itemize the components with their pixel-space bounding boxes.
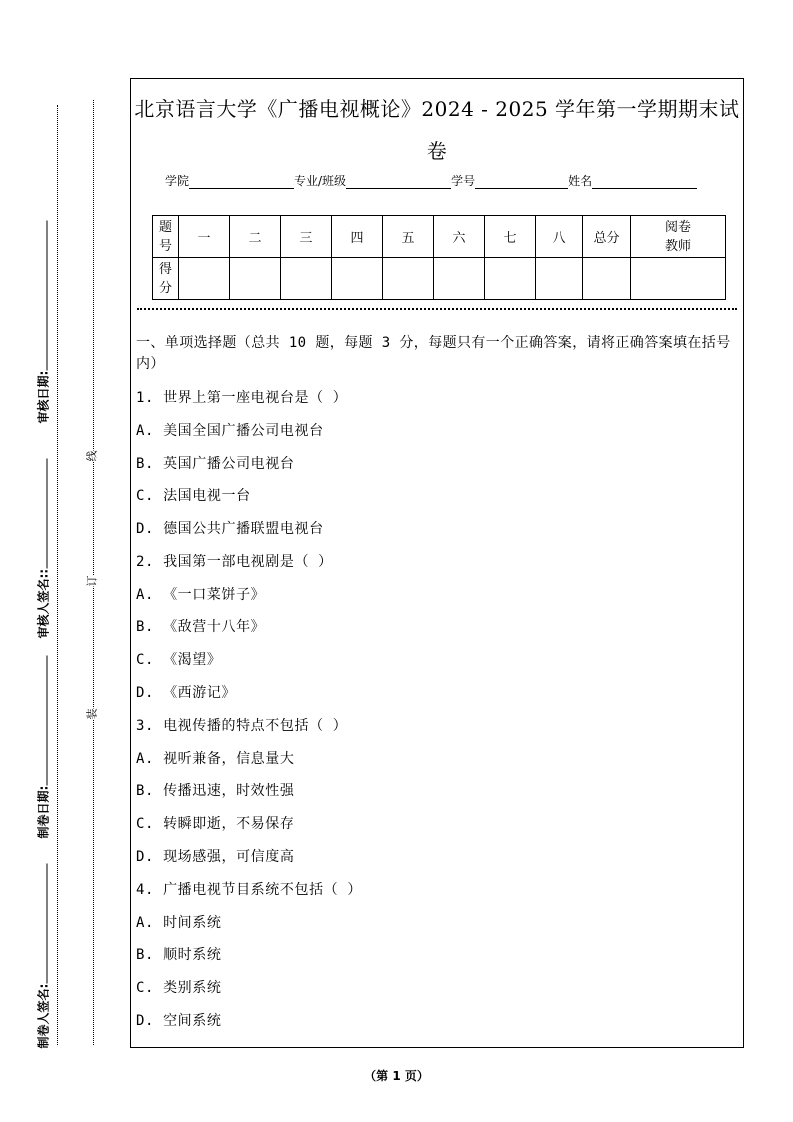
score-cell[interactable] — [332, 258, 383, 300]
inner-dotted-line — [93, 100, 94, 1045]
option: D. 空间系统 — [136, 1013, 222, 1029]
student-id-field[interactable] — [475, 175, 568, 189]
question-stem: 3. 电视传播的特点不包括（ ） — [136, 718, 348, 734]
col-header: 一 — [179, 216, 230, 258]
option: D. 《西游记》 — [136, 685, 237, 701]
score-cell[interactable] — [383, 258, 434, 300]
question-stem: 4. 广播电视节目系统不包括（ ） — [136, 882, 362, 898]
reviewer-sign-cell[interactable] — [631, 258, 726, 300]
maker-sign-label: 制卷人签名: — [36, 983, 51, 1049]
option: A. 《一口菜饼子》 — [136, 587, 266, 603]
major-label: 专业/班级 — [294, 174, 347, 188]
col-header: 六 — [434, 216, 485, 258]
col-header: 三 — [281, 216, 332, 258]
name-label: 姓名 — [568, 174, 593, 188]
binding-mark-ding: 订 — [85, 575, 99, 587]
dotted-separator — [137, 308, 737, 310]
name-field[interactable] — [592, 175, 697, 189]
student-id-label: 学号 — [451, 174, 476, 188]
reviewer-header — [631, 216, 726, 258]
option: C. 类别系统 — [136, 980, 222, 996]
option: A. 视听兼备，信息量大 — [136, 751, 295, 767]
exam-title: 北京语言大学《广播电视概论》2024 - 2025 学年第一学期期末试卷 — [134, 97, 740, 163]
reviewer-line-1: 阅卷 — [664, 219, 691, 235]
school-label: 学院 — [165, 174, 190, 188]
binding-mark-zhuang: 装 — [85, 708, 99, 720]
page-number: （第 1 页） — [364, 1069, 429, 1083]
score-table-score-row — [153, 258, 726, 300]
col-header: 七 — [485, 216, 536, 258]
binding-mark-line: 线 — [85, 450, 99, 462]
question-stem: 2. 我国第一部电视剧是（ ） — [136, 554, 333, 570]
col-header: 四 — [332, 216, 383, 258]
col-header: 八 — [536, 216, 583, 258]
option: B. 英国广播公司电视台 — [136, 456, 295, 472]
option: B. 传播迅速，时效性强 — [136, 783, 295, 799]
question-number-header — [153, 216, 179, 258]
option: B. 《敌营十八年》 — [136, 619, 266, 635]
school-field[interactable] — [189, 175, 294, 189]
option: C. 法国电视一台 — [136, 488, 251, 504]
section-heading: 一、单项选择题（总共 10 题，每题 3 分，每题只有一个正确答案，请将正确答案填在括号内） — [136, 335, 731, 372]
option: C. 转瞬即逝，不易保存 — [136, 816, 295, 832]
total-header: 总分 — [583, 216, 631, 258]
score-char-1: 得 — [158, 261, 172, 277]
option: D. 现场感强，可信度高 — [136, 849, 295, 865]
option: A. 时间系统 — [136, 915, 222, 931]
score-cell[interactable] — [434, 258, 485, 300]
make-date-field — [35, 639, 52, 839]
score-table-header-row — [153, 216, 726, 258]
review-date-field — [35, 224, 52, 424]
reviewer-sign-label: 审核人签名:: — [36, 568, 51, 639]
header-char-2: 号 — [158, 238, 172, 254]
score-row-header — [153, 258, 179, 300]
option: A. 美国全国广播公司电视台 — [136, 423, 324, 439]
review-date-label: 审核日期: — [36, 370, 51, 424]
option: D. 德国公共广播联盟电视台 — [136, 521, 324, 537]
question-stem: 1. 世界上第一座电视台是（ ） — [136, 390, 348, 406]
header-char-1: 题 — [158, 219, 172, 235]
score-cell[interactable] — [230, 258, 281, 300]
reviewer-line-2: 教师 — [664, 238, 691, 254]
outer-dotted-line — [57, 105, 58, 1045]
score-cell[interactable] — [485, 258, 536, 300]
total-score-cell[interactable] — [583, 258, 631, 300]
reviewer-sign-field — [35, 439, 52, 639]
maker-sign-field — [35, 849, 52, 1049]
score-table — [152, 215, 726, 300]
col-header: 五 — [383, 216, 434, 258]
binding-margin — [0, 0, 125, 1122]
make-date-label: 制卷日期: — [36, 785, 51, 839]
score-char-2: 分 — [158, 280, 172, 296]
score-cell[interactable] — [179, 258, 230, 300]
option: C. 《渴望》 — [136, 652, 222, 668]
option: B. 顺时系统 — [136, 947, 222, 963]
col-header: 二 — [230, 216, 281, 258]
major-field[interactable] — [346, 175, 451, 189]
student-info-row — [165, 172, 697, 189]
score-cell[interactable] — [281, 258, 332, 300]
score-cell[interactable] — [536, 258, 583, 300]
